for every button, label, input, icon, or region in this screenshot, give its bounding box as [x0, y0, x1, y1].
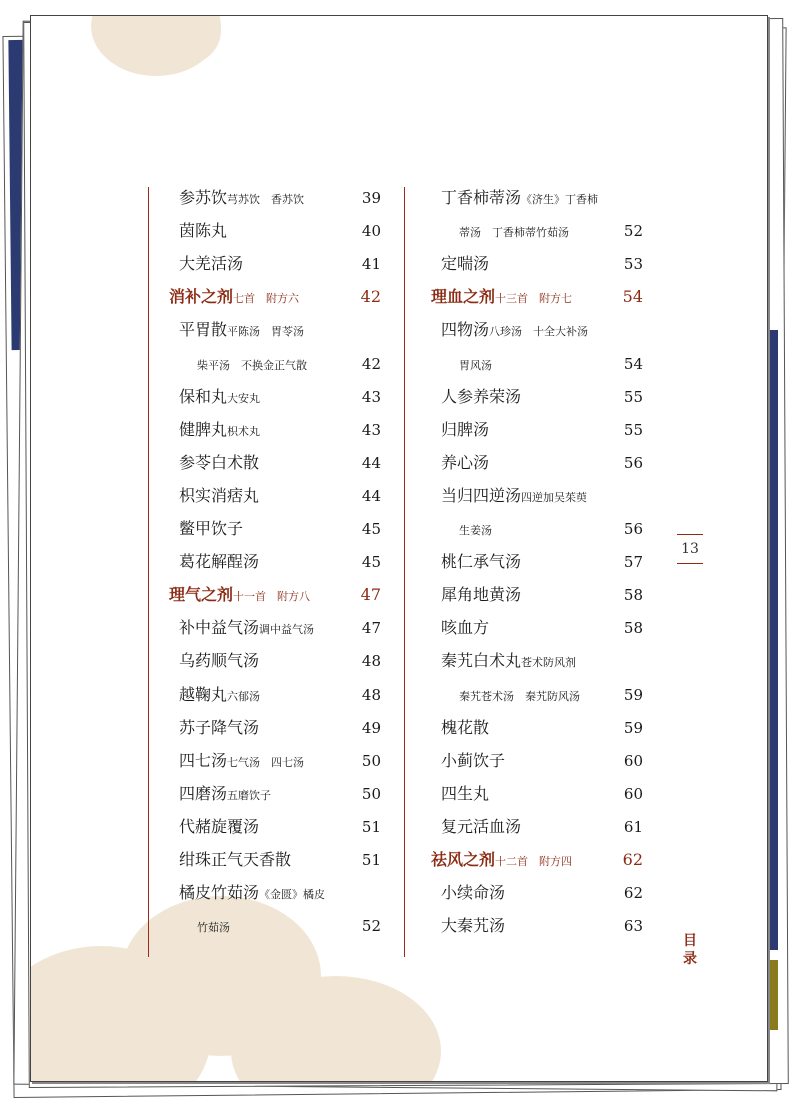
toc-entry-subtitle: 六郁汤	[227, 690, 261, 703]
toc-page-number: 55	[623, 388, 643, 406]
toc-entry-title: 橘皮竹茹汤	[179, 883, 260, 902]
toc-entry-title: 桃仁承气汤	[441, 552, 522, 571]
toc-page-number: 52	[361, 917, 381, 935]
toc-entry	[441, 714, 489, 742]
toc-entry-subtitle: 十三首 附方七	[495, 292, 573, 305]
toc-entry-title: 当归四逆汤	[441, 486, 522, 505]
toc-entry-title: 咳血方	[441, 618, 490, 637]
toc-entry-subtitle: 枳术丸	[227, 425, 261, 438]
toc-entry-subtitle: 十二首 附方四	[495, 855, 573, 868]
toc-entry	[179, 714, 259, 742]
toc-entry-title: 葛花解酲汤	[179, 552, 260, 571]
toc-entry-subtitle: 生姜汤	[459, 524, 492, 537]
toc-entry-title: 绀珠正气天香散	[179, 850, 292, 869]
toc-entry-subtitle: 十一首 附方八	[233, 590, 311, 603]
right-column-rule	[404, 187, 405, 957]
toc-entry	[441, 184, 598, 212]
toc-page-number: 62	[622, 850, 643, 869]
toc-entry-subtitle: 平陈汤 胃苓汤	[227, 325, 305, 338]
toc-page-number: 56	[623, 454, 643, 472]
toc-page-number: 47	[360, 585, 381, 604]
toc-entry	[179, 515, 243, 543]
toc-category-heading	[431, 846, 572, 874]
toc-entry	[441, 614, 489, 642]
toc-entry-title: 定喘汤	[441, 254, 490, 273]
toc-entry	[441, 482, 587, 510]
toc-entry-subtitle: 七首 附方六	[233, 292, 300, 305]
toc-page-number: 52	[623, 222, 643, 240]
toc-page-number: 62	[623, 884, 643, 902]
toc-entry	[459, 681, 580, 709]
toc-entry	[441, 747, 505, 775]
toc-page-number: 42	[360, 287, 381, 306]
toc-entry	[441, 813, 521, 841]
toc-entry	[441, 416, 489, 444]
toc-entry	[441, 879, 505, 907]
toc-page-number: 60	[623, 785, 643, 803]
toc-entry	[441, 250, 489, 278]
toc-entry-title: 枳实消痞丸	[179, 486, 260, 505]
toc-entry	[179, 383, 260, 411]
toc-page-number: 39	[361, 189, 381, 207]
toc-entry-title: 补中益气汤	[179, 618, 260, 637]
toc-entry	[179, 747, 304, 775]
toc-page-number: 45	[361, 553, 381, 571]
toc-page-number: 58	[623, 619, 643, 637]
toc-page-number: 44	[361, 454, 381, 472]
toc-entry-title: 理血之剂	[431, 287, 496, 306]
toc-entry-title: 保和丸	[179, 387, 228, 406]
toc-page-number: 42	[361, 355, 381, 373]
toc-entry-subtitle: 苍术防风剂	[521, 656, 577, 669]
side-label-char-2: 录	[683, 951, 697, 967]
toc-page-number: 56	[623, 520, 643, 538]
toc-entry-title: 犀角地黄汤	[441, 585, 522, 604]
toc-entry	[197, 912, 230, 940]
left-column-rule	[148, 187, 149, 957]
toc-entry-title: 健脾丸	[179, 420, 228, 439]
toc-entry-title: 小续命汤	[441, 883, 506, 902]
toc-entry-subtitle: 柴平汤 不换金正气散	[197, 359, 307, 372]
toc-entry-title: 平胃散	[179, 320, 228, 339]
toc-entry-title: 祛风之剂	[431, 850, 496, 869]
toc-entry-title: 越鞠丸	[179, 685, 228, 704]
toc-entry-subtitle: 竹茹汤	[197, 921, 230, 934]
toc-page-number: 57	[623, 553, 643, 571]
toc-entry	[441, 647, 576, 675]
toc-page-number: 63	[623, 917, 643, 935]
toc-page-number: 41	[361, 255, 381, 273]
toc-entry	[459, 515, 492, 543]
toc-entry-title: 四七汤	[179, 751, 228, 770]
toc-entry-subtitle: 大安丸	[227, 392, 261, 405]
toc-page-number: 48	[361, 652, 381, 670]
toc-category-heading	[169, 581, 310, 609]
toc-entry-title: 代赭旋覆汤	[179, 817, 260, 836]
toc-entry-title: 四磨汤	[179, 784, 228, 803]
toc-entry-title: 人参养荣汤	[441, 387, 522, 406]
toc-entry-title: 小蓟饮子	[441, 751, 506, 770]
section-side-label	[683, 932, 697, 968]
toc-page-number: 54	[623, 355, 643, 373]
toc-entry-title: 槐花散	[441, 718, 490, 737]
toc-entry-title: 乌药顺气汤	[179, 651, 260, 670]
toc-entry-title: 参苏饮	[179, 188, 228, 207]
toc-page-number: 54	[622, 287, 643, 306]
toc-entry	[179, 548, 259, 576]
toc-entry	[441, 449, 489, 477]
toc-entry-title: 苏子降气汤	[179, 718, 260, 737]
toc-entry-subtitle: 七气汤 四七汤	[227, 756, 305, 769]
toc-page-number: 51	[361, 818, 381, 836]
toc-entry-subtitle: 调中益气汤	[259, 623, 315, 636]
toc-entry	[179, 846, 291, 874]
toc-page-number: 51	[361, 851, 381, 869]
toc-entry	[179, 647, 259, 675]
toc-entry	[179, 813, 259, 841]
toc-page-number: 59	[623, 719, 643, 737]
toc-entry-subtitle: 五磨饮子	[227, 789, 272, 802]
book-edge-strip-yellow	[768, 960, 778, 1030]
toc-entry	[179, 449, 259, 477]
toc-entry	[179, 879, 325, 907]
toc-entry-title: 丁香柿蒂汤	[441, 188, 522, 207]
toc-page-number: 43	[361, 388, 381, 406]
toc-category-heading	[169, 283, 299, 311]
toc-page-number: 59	[623, 686, 643, 704]
toc-entry	[459, 217, 569, 245]
toc-entry-title: 大羌活汤	[179, 254, 244, 273]
toc-entry-subtitle: 胃风汤	[459, 359, 492, 372]
toc-entry	[441, 780, 489, 808]
page-number: 13	[677, 534, 703, 564]
side-label-char-1: 目	[683, 933, 697, 949]
toc-entry	[441, 548, 521, 576]
toc-entry	[179, 780, 271, 808]
toc-entry	[441, 316, 588, 344]
toc-entry	[197, 350, 307, 378]
toc-entry-subtitle: 八珍汤 十全大补汤	[489, 325, 589, 338]
toc-entry-title: 复元活血汤	[441, 817, 522, 836]
toc-entry-title: 消补之剂	[169, 287, 234, 306]
toc-entry-subtitle: 《济生》丁香柿	[521, 193, 599, 206]
toc-page-number: 45	[361, 520, 381, 538]
toc-entry	[179, 416, 260, 444]
toc-entry	[179, 250, 243, 278]
toc-page-number: 48	[361, 686, 381, 704]
toc-entry-title: 参苓白术散	[179, 453, 260, 472]
toc-entry	[441, 383, 521, 411]
toc-entry-title: 大秦艽汤	[441, 916, 506, 935]
toc-page-number: 43	[361, 421, 381, 439]
toc-entry	[179, 482, 259, 510]
toc-entry-title: 养心汤	[441, 453, 490, 472]
book-edge-strip-right	[770, 330, 778, 950]
toc-entry	[441, 581, 521, 609]
toc-entry-subtitle: 秦艽苍术汤 秦艽防风汤	[459, 690, 580, 703]
toc-entry-title: 归脾汤	[441, 420, 490, 439]
toc-entry-title: 鳖甲饮子	[179, 519, 244, 538]
toc-entry	[179, 184, 304, 212]
toc-entry	[179, 316, 304, 344]
toc-page-number: 61	[623, 818, 643, 836]
toc-entry	[179, 217, 227, 245]
toc-page-number: 40	[361, 222, 381, 240]
toc-entry	[179, 614, 314, 642]
toc-entry-title: 秦艽白术丸	[441, 651, 522, 670]
toc-entry-subtitle: 芎苏饮 香苏饮	[227, 193, 305, 206]
toc-entry-title: 茵陈丸	[179, 221, 228, 240]
toc-page-number: 47	[361, 619, 381, 637]
toc-entry-subtitle: 《金匮》橘皮	[259, 888, 326, 901]
toc-entry-subtitle: 蒂汤 丁香柿蒂竹茹汤	[459, 226, 569, 239]
toc-page-number: 44	[361, 487, 381, 505]
toc-entry	[441, 912, 505, 940]
toc-page-number: 53	[623, 255, 643, 273]
toc-category-heading	[431, 283, 572, 311]
toc-entry-title: 理气之剂	[169, 585, 234, 604]
toc-entry-title: 四物汤	[441, 320, 490, 339]
toc-entry	[459, 350, 492, 378]
toc-page	[30, 15, 768, 1082]
toc-page-number: 60	[623, 752, 643, 770]
toc-entry-subtitle: 四逆加吴茱萸	[521, 491, 588, 504]
toc-page-number: 58	[623, 586, 643, 604]
toc-entry-title: 四生丸	[441, 784, 490, 803]
toc-page-number: 50	[361, 752, 381, 770]
toc-page-number: 55	[623, 421, 643, 439]
toc-page-number: 49	[361, 719, 381, 737]
toc-page-number: 50	[361, 785, 381, 803]
toc-entry	[179, 681, 260, 709]
